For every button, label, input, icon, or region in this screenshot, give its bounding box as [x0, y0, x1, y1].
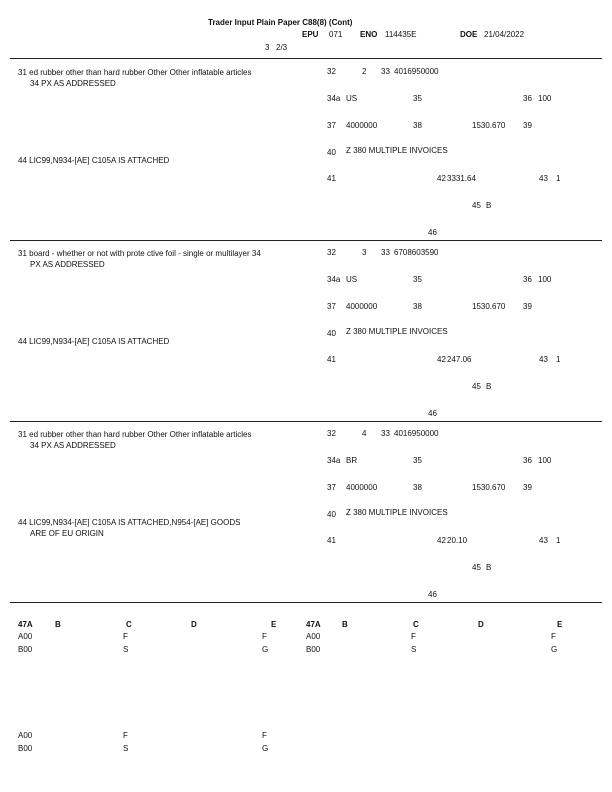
- divider: [10, 421, 602, 422]
- box-39-label: 39: [523, 302, 532, 311]
- doe-label: DOE: [460, 30, 478, 39]
- box-38-label: 38: [413, 121, 422, 130]
- goods-description: [18, 67, 318, 89]
- box-35-label: 35: [413, 94, 422, 103]
- box-43-label: 43: [539, 174, 548, 183]
- box-37-label: 37: [327, 121, 336, 130]
- column-header: D: [478, 620, 484, 629]
- table-cell: A00: [18, 632, 33, 641]
- table-cell: F: [123, 731, 128, 740]
- column-header: D: [191, 620, 197, 629]
- doe-value: 21/04/2022: [484, 30, 525, 39]
- box-39-label: 39: [523, 121, 532, 130]
- box-36-value: 100: [538, 456, 552, 465]
- net-mass: 1530.670: [472, 121, 506, 130]
- goods-description: [18, 248, 318, 270]
- eno-value: 114435E: [385, 30, 417, 39]
- item-number: 4: [362, 429, 367, 438]
- commodity-code: 4016950000: [394, 67, 439, 76]
- item-number: 3: [362, 248, 367, 257]
- additional-information: [18, 155, 318, 166]
- procedure-code: 4000000: [346, 483, 378, 492]
- commodity-code: 6708603590: [394, 248, 439, 257]
- previous-document: Z 380 MULTIPLE INVOICES: [346, 508, 448, 517]
- origin-country: US: [346, 275, 358, 284]
- box-38-label: 38: [413, 302, 422, 311]
- additional-info-line: ARE OF EU ORIGIN: [30, 529, 104, 538]
- table-cell: F: [411, 632, 416, 641]
- box-32-label: 32: [327, 67, 336, 76]
- table-cell: A00: [18, 731, 33, 740]
- table-cell: A00: [306, 632, 321, 641]
- table-cell: B00: [306, 645, 321, 654]
- column-header: C: [413, 620, 419, 629]
- previous-document: Z 380 MULTIPLE INVOICES: [346, 327, 448, 336]
- box-41-label: 41: [327, 536, 336, 545]
- previous-document: Z 380 MULTIPLE INVOICES: [346, 146, 448, 155]
- table-cell: F: [123, 632, 128, 641]
- net-mass: 1530.670: [472, 483, 506, 492]
- table-cell: G: [262, 645, 269, 654]
- box-41-label: 41: [327, 355, 336, 364]
- box-46-label: 46: [428, 228, 437, 237]
- box-45-value: B: [486, 382, 492, 391]
- origin-country: BR: [346, 456, 358, 465]
- item-price: 247.06: [447, 355, 472, 364]
- box-35-label: 35: [413, 275, 422, 284]
- description-line: 31 ed rubber other than hard rubber Other Other inflatable articles: [18, 68, 252, 77]
- box-46-label: 46: [428, 409, 437, 418]
- column-header: B: [55, 620, 61, 629]
- description-line: 34 PX AS ADDRESSED: [30, 79, 116, 88]
- column-header: E: [557, 620, 563, 629]
- column-header: E: [271, 620, 277, 629]
- table-cell: F: [262, 632, 267, 641]
- procedure-code: 4000000: [346, 302, 378, 311]
- column-header: C: [126, 620, 132, 629]
- box-43-label: 43: [539, 536, 548, 545]
- box-43-value: 1: [556, 536, 561, 545]
- net-mass: 1530.670: [472, 302, 506, 311]
- item-price: 20.10: [447, 536, 468, 545]
- item-number: 2: [362, 67, 367, 76]
- box-36-value: 100: [538, 275, 552, 284]
- box-45-label: 45: [472, 563, 481, 572]
- table-cell: G: [551, 645, 558, 654]
- goods-description: [18, 429, 318, 451]
- box-36-value: 100: [538, 94, 552, 103]
- box-45-value: B: [486, 563, 492, 572]
- box-33-label: 33: [381, 429, 390, 438]
- box-34a-label: 34a: [327, 94, 341, 103]
- commodity-code: 4016950000: [394, 429, 439, 438]
- box-46-label: 46: [428, 590, 437, 599]
- table-cell: F: [262, 731, 267, 740]
- description-line: PX AS ADDRESSED: [30, 260, 105, 269]
- box-33-label: 33: [381, 67, 390, 76]
- table-cell: F: [551, 632, 556, 641]
- form-title: Trader Input Plain Paper C88(8) (Cont): [208, 18, 353, 27]
- table-cell: B00: [18, 645, 33, 654]
- box-32-label: 32: [327, 248, 336, 257]
- box-42-label: 42: [437, 355, 446, 364]
- additional-info-line: 44 LIC99,N934-[AE] C105A IS ATTACHED: [18, 337, 170, 346]
- epu-label: EPU: [302, 30, 319, 39]
- box-34a-label: 34a: [327, 275, 341, 284]
- box-38-label: 38: [413, 483, 422, 492]
- page-number: 2/3: [276, 43, 288, 52]
- description-line: 34 PX AS ADDRESSED: [30, 441, 116, 450]
- box-43-value: 1: [556, 174, 561, 183]
- box-43-label: 43: [539, 355, 548, 364]
- column-header: 47A: [18, 620, 33, 629]
- description-line: 31 board - whether or not with prote ctive foil - single or multilayer 34: [18, 249, 261, 258]
- box-45-value: B: [486, 201, 492, 210]
- box-43-value: 1: [556, 355, 561, 364]
- divider: [10, 58, 602, 59]
- table-cell: G: [262, 744, 269, 753]
- box-42-label: 42: [437, 174, 446, 183]
- box-45-label: 45: [472, 201, 481, 210]
- divider: [10, 240, 602, 241]
- additional-info-line: 44 LIC99,N934-[AE] C105A IS ATTACHED,N954-[AE] GOODS: [18, 518, 241, 527]
- epu-value: 071: [329, 30, 343, 39]
- item-price: 3331.64: [447, 174, 476, 183]
- table-cell: B00: [18, 744, 33, 753]
- additional-information: [18, 517, 318, 539]
- box-35-label: 35: [413, 456, 422, 465]
- divider: [10, 602, 602, 603]
- box-45-label: 45: [472, 382, 481, 391]
- additional-info-line: 44 LIC99,N934-[AE] C105A IS ATTACHED: [18, 156, 170, 165]
- box-37-label: 37: [327, 483, 336, 492]
- box-40-label: 40: [327, 148, 336, 157]
- box-40-label: 40: [327, 510, 336, 519]
- page-label: 3: [265, 43, 270, 52]
- box-34a-label: 34a: [327, 456, 341, 465]
- box-42-label: 42: [437, 536, 446, 545]
- box-33-label: 33: [381, 248, 390, 257]
- description-line: 31 ed rubber other than hard rubber Other Other inflatable articles: [18, 430, 252, 439]
- box-36-label: 36: [523, 456, 532, 465]
- box-39-label: 39: [523, 483, 532, 492]
- box-40-label: 40: [327, 329, 336, 338]
- eno-label: ENO: [360, 30, 378, 39]
- box-36-label: 36: [523, 94, 532, 103]
- box-41-label: 41: [327, 174, 336, 183]
- origin-country: US: [346, 94, 358, 103]
- table-cell: S: [411, 645, 417, 654]
- procedure-code: 4000000: [346, 121, 378, 130]
- box-32-label: 32: [327, 429, 336, 438]
- additional-information: [18, 336, 318, 347]
- box-37-label: 37: [327, 302, 336, 311]
- column-header: 47A: [306, 620, 321, 629]
- table-cell: S: [123, 645, 129, 654]
- column-header: B: [342, 620, 348, 629]
- table-cell: S: [123, 744, 129, 753]
- box-36-label: 36: [523, 275, 532, 284]
